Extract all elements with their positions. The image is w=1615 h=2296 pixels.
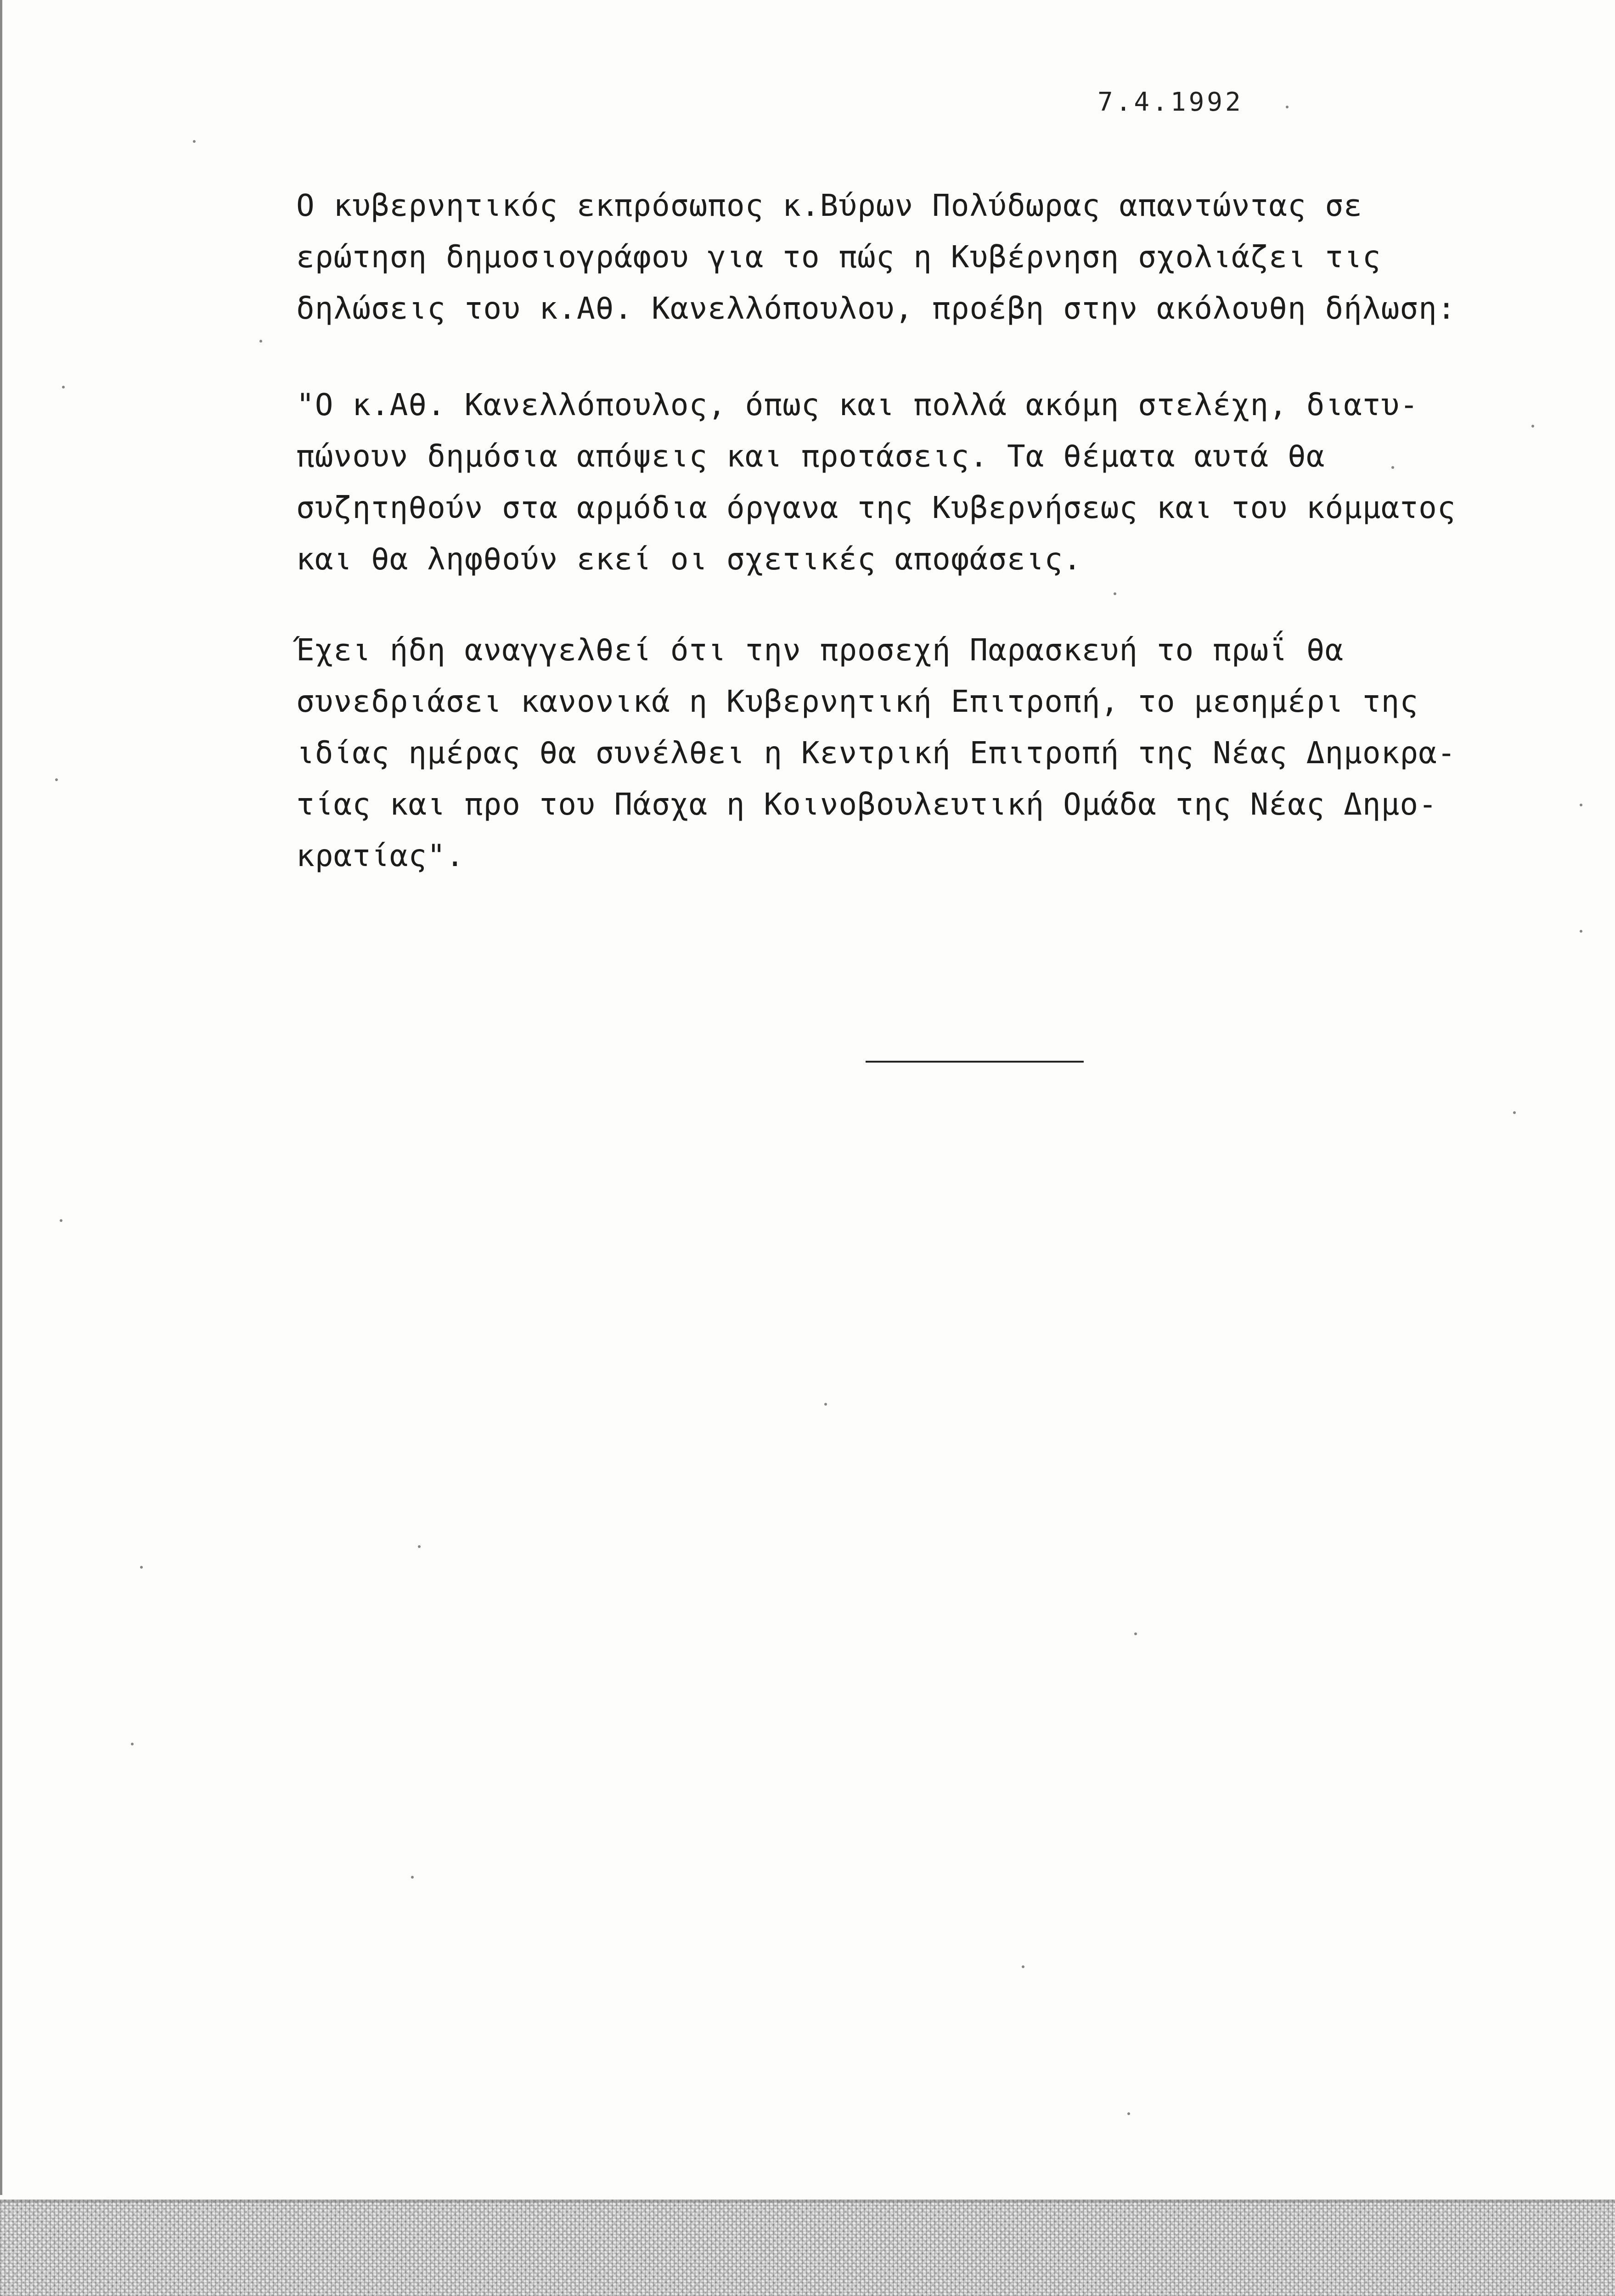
- scan-speck: [1022, 1965, 1024, 1968]
- scan-speck: [1391, 466, 1394, 469]
- scan-speck: [1531, 425, 1534, 428]
- scan-speck: [55, 778, 58, 781]
- scan-speck: [131, 1743, 134, 1745]
- text-line: πώνουν δημόσια απόψεις και προτάσεις. Τα θέματα αυτά θα: [296, 439, 1325, 474]
- text-line: συνεδριάσει κανονικά η Κυβερνητική Επιτροπή, το μεσημέρι της: [296, 684, 1419, 719]
- text-line: δηλώσεις του κ.Αθ. Κανελλόπουλου, προέβη στην ακόλουθη δήλωση:: [296, 291, 1456, 326]
- scan-speck: [1580, 930, 1582, 933]
- text-line: κρατίας".: [296, 838, 465, 873]
- scan-band-edge: [0, 2200, 1615, 2202]
- paragraph-meetings-announcement: [296, 625, 1527, 882]
- scan-speck: [1513, 1111, 1516, 1114]
- scan-left-edge: [0, 0, 2, 2195]
- paragraph-statement-intro: [296, 180, 1527, 334]
- scan-speck: [140, 1566, 143, 1569]
- scan-speck: [193, 140, 196, 143]
- scan-speck: [1114, 592, 1116, 595]
- text-line: Έχει ήδη αναγγελθεί ότι την προσεχή Παρασκευή το πρωΐ θα: [296, 632, 1344, 668]
- text-line: και θα ληφθούν εκεί οι σχετικές αποφάσεις.: [296, 541, 1082, 577]
- scan-speck: [1134, 1632, 1137, 1635]
- text-line: Ο κυβερνητικός εκπρόσωπος κ.Βύρων Πολύδωρας απαντώντας σε: [296, 188, 1362, 223]
- text-line: ερώτηση δημοσιογράφου για το πώς η Κυβέρνηση σχολιάζει τις: [296, 239, 1381, 275]
- scan-speck: [411, 1876, 414, 1879]
- scan-speck: [418, 1545, 421, 1548]
- scan-speck: [60, 1219, 62, 1222]
- scan-speck: [1127, 2112, 1130, 2115]
- text-line: συζητηθούν στα αρμόδια όργανα της Κυβερνήσεως και του κόμματος: [296, 490, 1456, 525]
- text-line: ιδίας ημέρας θα συνέλθει η Κεντρική Επιτροπή της Νέας Δημοκρα-: [296, 735, 1456, 771]
- paragraph-quoted-statement: [296, 379, 1527, 585]
- document-date: 7.4.1992: [1097, 87, 1244, 117]
- text-line: "Ο κ.Αθ. Κανελλόπουλος, όπως και πολλά ακόμη στελέχη, διατυ-: [296, 387, 1419, 422]
- scan-noise-band: [0, 2200, 1615, 2296]
- closing-rule: [866, 1061, 1084, 1063]
- scan-speck: [259, 340, 262, 343]
- scan-speck: [824, 1403, 827, 1406]
- scan-speck: [62, 386, 65, 388]
- scan-speck: [1580, 804, 1582, 806]
- scan-speck: [1286, 106, 1289, 108]
- text-line: τίας και προ του Πάσχα η Κοινοβουλευτική Ομάδα της Νέας Δημο-: [296, 787, 1437, 822]
